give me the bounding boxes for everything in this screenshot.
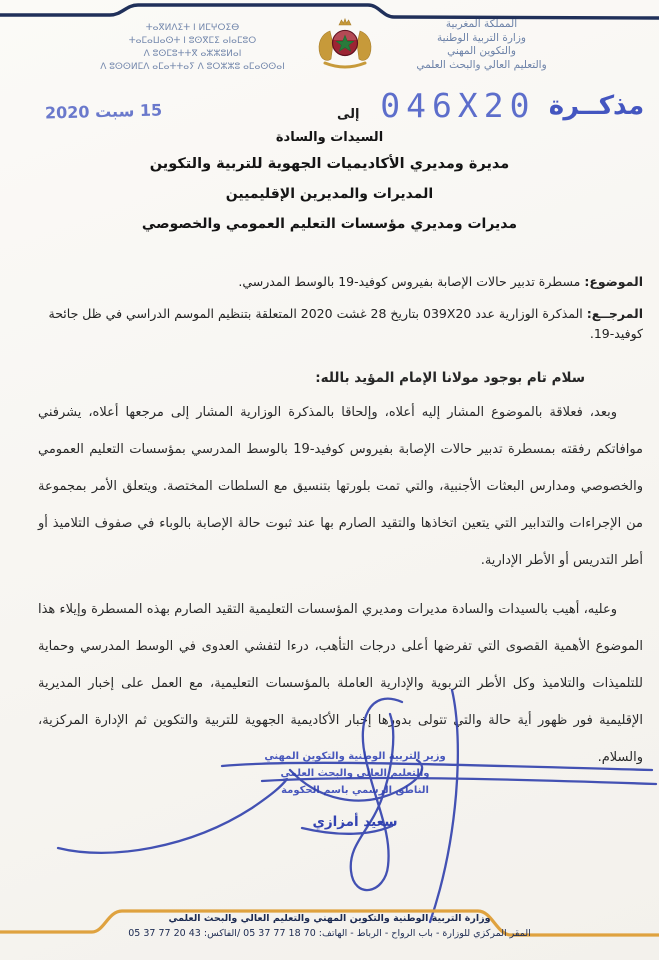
- to-label: إلى: [337, 107, 360, 122]
- recipient-line: المديرات والمديرين الإقليميين: [225, 186, 434, 202]
- body-paragraph: وبعد، فعلاقة بالموضوع المشار إليه أعلاه، وإلحاقا بالمذكرة الوزارية المشار إلى مرجعها أعلاه، يشرفني موافاتكم رفقته بمسطرة تدبير حالات الإصابة بفيروس كوفيد-19 بالوسط المدرسي بمؤسسات التعليم العمومي والخصوصي ومدارس البعثات الأجنبية، والتي تمت بلورتها بتنسيق مع السلطات المختصة. ويتعلق الأمر بمجموعة من الإجراءات والتدابير التي يتعين اتخاذها والتقيد الصارم بها عند ثبوت حالة الإصابة بالوباء في صفوف التلاميذ أو أطر التدريس أو الأطر الإدارية.: [38, 405, 643, 568]
- memo-stamp-word: مذكــرة: [548, 90, 647, 121]
- ministry-line: والتكوين المهني: [447, 45, 516, 57]
- handwritten-signature-icon: [40, 680, 659, 930]
- recipient-line: مديرات ومديري مؤسسات التعليم العمومي والخصوصي: [141, 216, 518, 232]
- minister-title-line: والتعليم العالي والبحث العلمي: [280, 768, 430, 779]
- recipient-line: مديرة ومديري الأكاديميات الجهوية للتربية والتكوين: [149, 156, 510, 172]
- subject-text: مسطرة تدبير حالات الإصابة بفيروس كوفيد-19 بالوسط المدرسي.: [238, 274, 585, 289]
- tifinagh-line: ⴷ ⵓⵙⵎⵓⵜⵜⴳ ⴰⵣⵣⵓⵍⴰⵏ: [143, 49, 242, 59]
- moroccan-coat-of-arms-icon: [314, 16, 376, 74]
- reference-label: المرجــع:: [586, 306, 643, 321]
- ministry-line: والتعليم العالي والبحث العلمي: [416, 58, 547, 71]
- signature-block: [40, 680, 659, 930]
- footer-ministry-line: وزارة التربية الوطنية والتكوين المهني والتعليم العالي والبحث العلمي: [168, 913, 491, 924]
- ministry-line: وزارة التربية الوطنية: [437, 31, 526, 44]
- minister-title-line: وزير التربية الوطنية والتكوين المهني: [264, 751, 446, 762]
- subject-line: [38, 272, 643, 292]
- reference-text: المذكرة الوزارية عدد 039X20 بتاريخ 28 غشت 2020 المتعلقة بتنظيم الموسم الدراسي في ظل جائحة كوفيد-19.: [48, 306, 643, 341]
- body-paragraph: وعليه، أهيب بالسيدات والسادة مديرات ومديري المؤسسات التعليمية التقيد الصارم بهذه المسطرة وإيلاء هذا الموضوع الأهمية القصوى التي تفرضها أعلى درجات التأهب، درءا لتفشي العدوى في الوسط المدرسي وحماية للتلميذات والتلاميذ وكل الأطر التربوية والإدارية العاملة بالمؤسسات التعليمية، مع العمل على إخبار المديرية الإقليمية فور ظهور أية حالة والتي تتولى بدورها إخبار الأكاديمية الجهوية للتربية والتكوين ثم الإدارة المركزية، والسلام.: [38, 602, 643, 765]
- tifinagh-line: ⴷ ⵓⵙⵙⵍⵎⴷ ⴰⵎⴰⵜⵜⴰⵢ ⴷ ⵓⵔⵣⵣⵓ ⴰⵎⴰⵙⵙⴰⵏ: [100, 62, 285, 72]
- memo-stamp-number: 046X20: [380, 86, 536, 125]
- minister-name: سعيد أمزازي: [312, 814, 398, 830]
- minister-title-line: الناطق الرسمي باسم الحكومة: [281, 785, 429, 796]
- kingdom-title: المملكة المغربية: [445, 18, 518, 30]
- footer-address-line: المقر المركزي للوزارة - باب الرواح - الرباط - الهاتف: 70 18 77 37 05 /الفاكس: 43 20 77 37 05: [128, 928, 531, 939]
- letterhead: [0, 16, 659, 74]
- subject-label: الموضوع:: [584, 274, 643, 289]
- footer: [0, 911, 659, 942]
- minister-title-stamp: [190, 748, 520, 799]
- recipients-block: [0, 130, 659, 232]
- islamic-greeting: سلام تام بوجود مولانا الإمام المؤيد بالله:: [315, 370, 585, 386]
- memo-number-stamp: [380, 86, 645, 125]
- date-stamp: 15 سبت 2020: [44, 100, 163, 123]
- tifinagh-line: ⵜⴰⵎⴰⵡⴰⵙⵜ ⵏ ⵓⵙⴳⵎⵉ ⴰⵏⴰⵎⵓⵔ: [128, 36, 257, 46]
- letterhead-tifinagh: [88, 16, 298, 74]
- reference-line: [38, 304, 643, 344]
- letterhead-arabic: [392, 16, 572, 72]
- tifinagh-line: ⵜⴰⴳⵍⴷⵉⵜ ⵏ ⵍⵎⵖⵔⵉⴱ: [145, 23, 240, 33]
- recipients-salutation: السيدات والسادة: [275, 130, 384, 145]
